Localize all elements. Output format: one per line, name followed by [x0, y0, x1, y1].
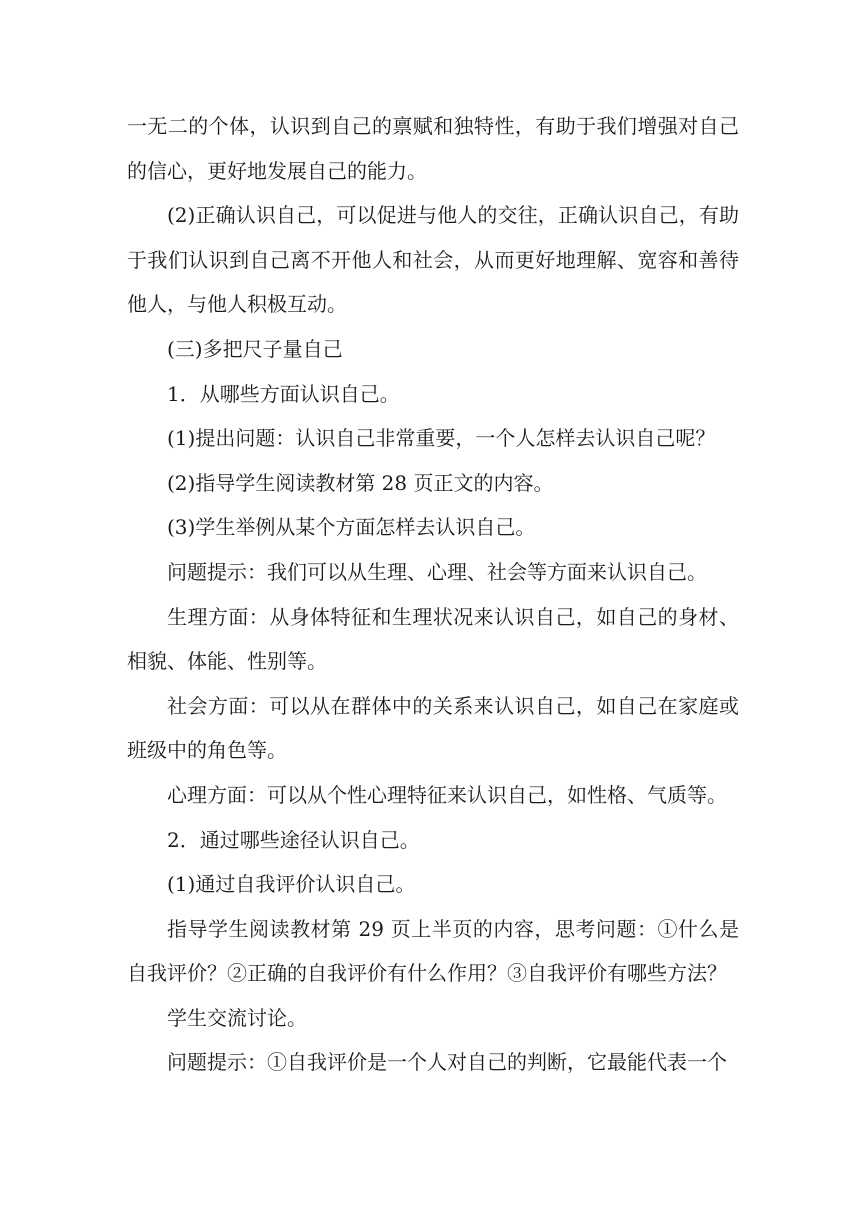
section-heading-3: (三)多把尺子量自己	[167, 336, 343, 361]
subheading-2: 2．通过哪些途径认识自己。	[167, 827, 420, 852]
paragraph-social: 社会方面：可以从在群体中的关系来认识自己，如自己在家庭或班级中的角色等。	[127, 693, 739, 763]
paragraph-intro-continuation: 一无二的个体，认识到自己的禀赋和独特性，有助于我们增强对自己的信心，更好地发展自己的能力。	[127, 114, 739, 183]
body-text	[127, 104, 739, 1085]
paragraph-self-evaluation: (1)通过自我评价认识自己。	[167, 872, 416, 897]
paragraph-discussion: 学生交流讨论。	[167, 1005, 307, 1030]
paragraph-step-3: (3)学生举例从某个方面怎样去认识自己。	[167, 515, 536, 540]
paragraph-hint-self-evaluation: 问题提示：①自我评价是一个人对自己的判断，它最能代表一个	[167, 1050, 727, 1075]
paragraph-physiological: 生理方面：从身体特征和生理状况来认识自己，如自己的身材、相貌、体能、性别等。	[127, 604, 739, 674]
subheading-1: 1．从哪些方面认识自己。	[167, 381, 400, 406]
paragraph-step-2: (2)指导学生阅读教材第 28 页正文的内容。	[167, 470, 554, 495]
paragraph-step-1: (1)提出问题：认识自己非常重要，一个人怎样去认识自己呢？	[167, 426, 716, 451]
paragraph-reading-guide: 指导学生阅读教材第 29 页上半页的内容，思考问题：①什么是自我评价？②正确的自我评价有什么作用？③自我评价有哪些方法？	[127, 916, 739, 986]
paragraph-point-2: (2)正确认识自己，可以促进与他人的交往，正确认识自己，有助于我们认识到自己离不开他人和社会，从而更好地理解、宽容和善待他人，与他人积极互动。	[127, 203, 739, 317]
paragraph-psychological: 心理方面：可以从个性心理特征来认识自己，如性格、气质等。	[167, 782, 727, 807]
paragraph-hint-aspects: 问题提示：我们可以从生理、心理、社会等方面来认识自己。	[167, 559, 707, 584]
